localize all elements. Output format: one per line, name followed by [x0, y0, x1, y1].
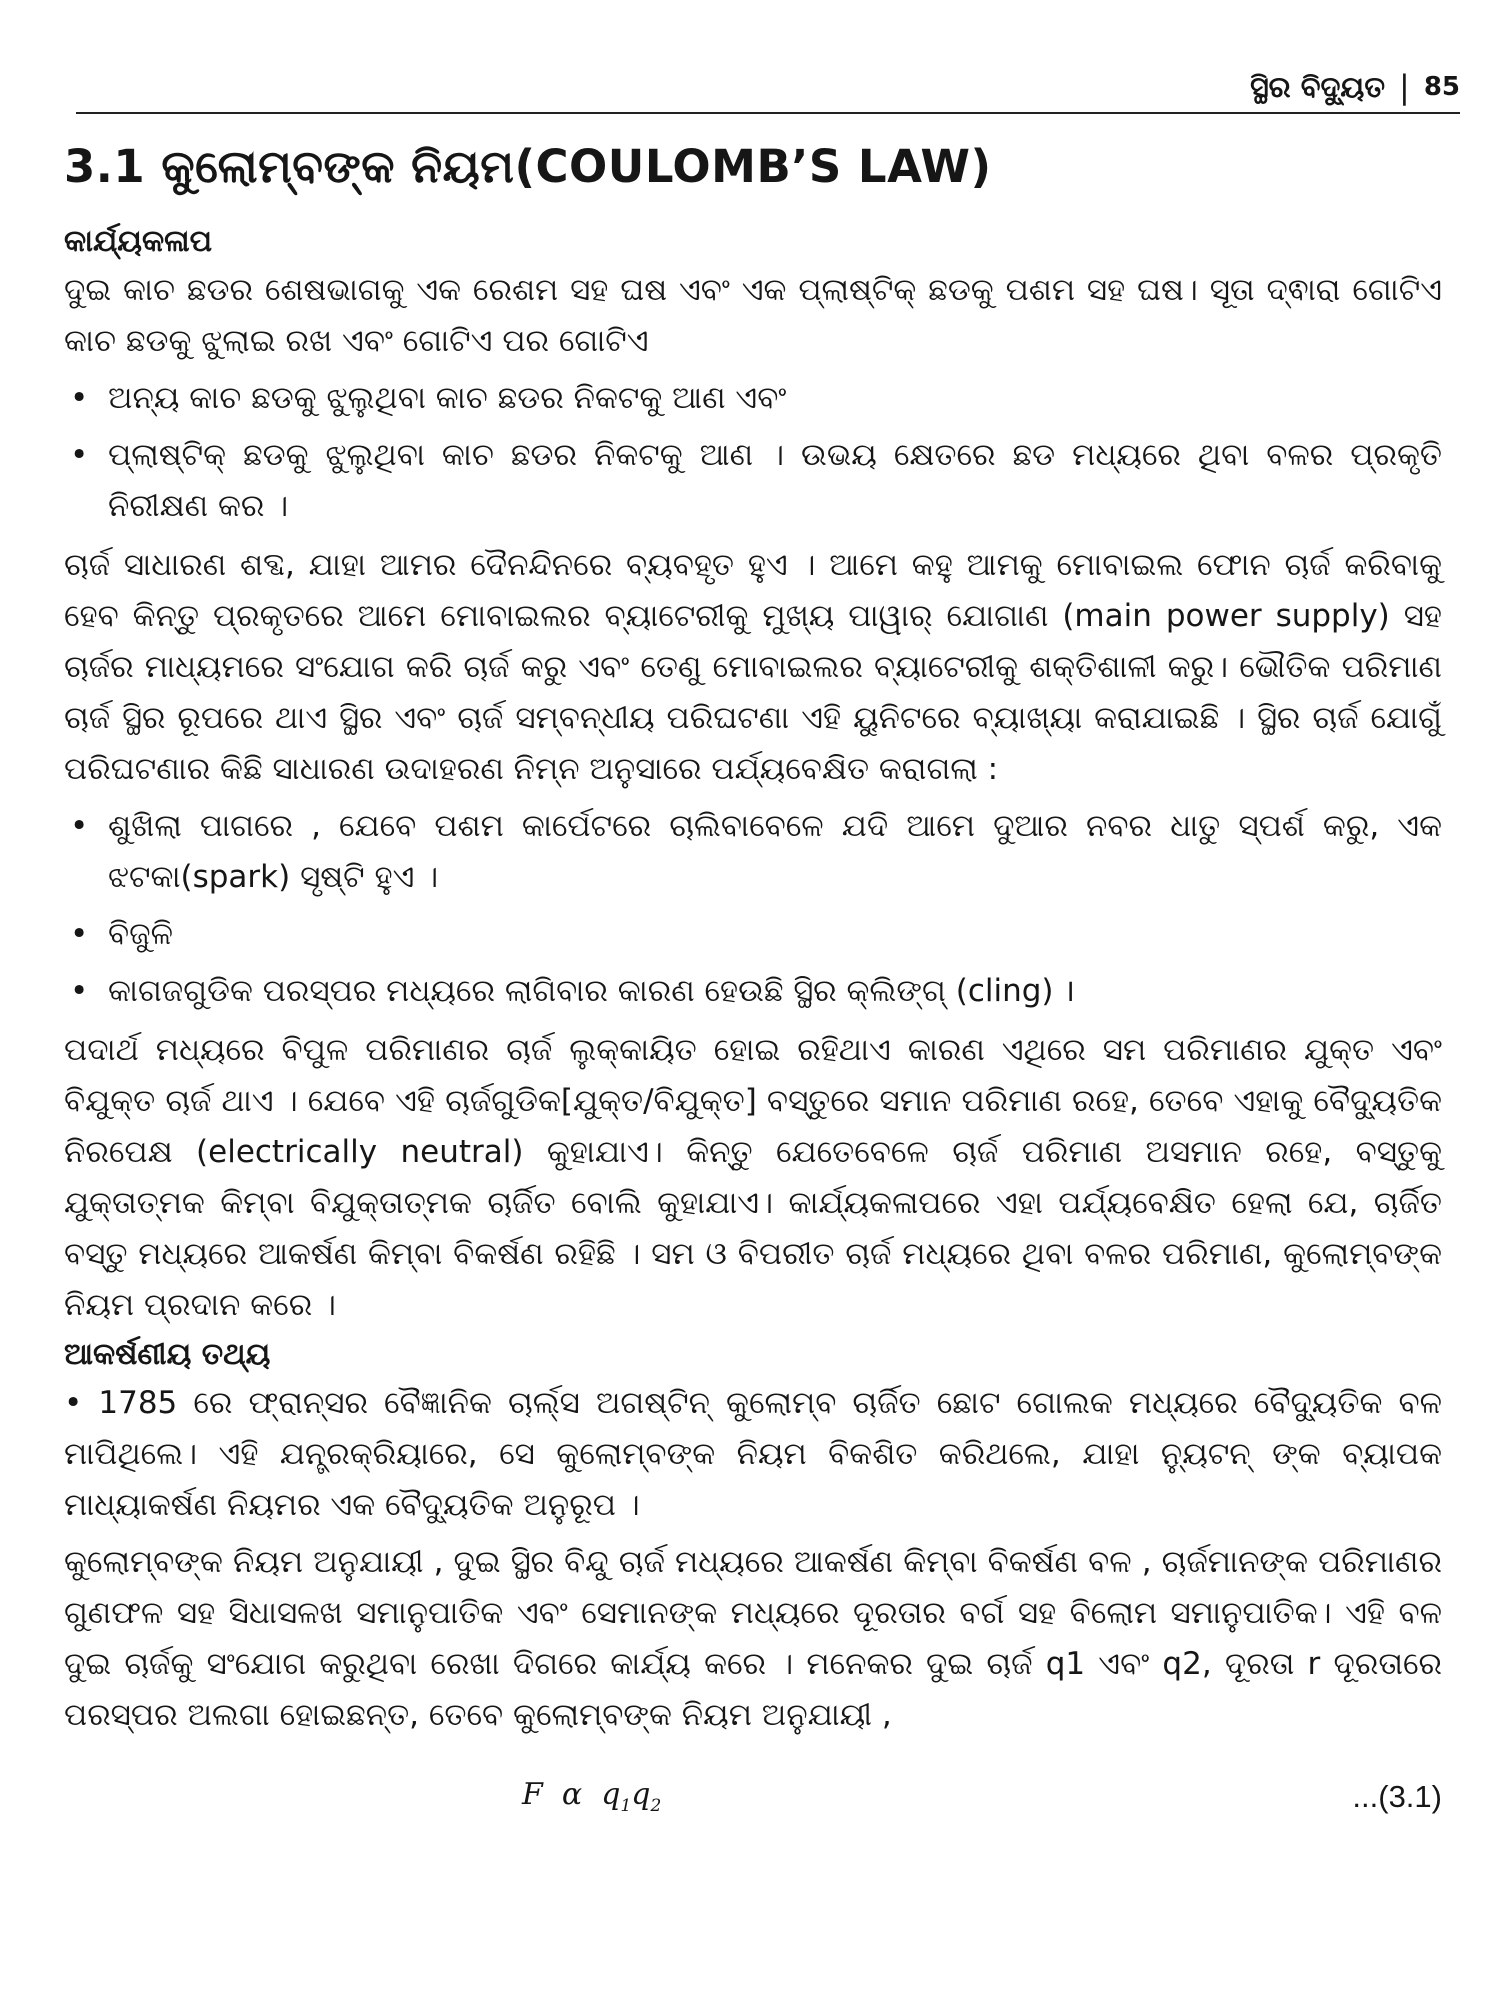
list-item: • କାଗଜଗୁଡିକ ପରସ୍ପର ମଧ୍ୟରେ ଲାଗିବାର କାରଣ ହେଉଛି ସ୍ଥିର କ୍ଲିଙ୍ଗ୍ (cling) ।	[64, 966, 1442, 1017]
charge-paragraph: ଚାର୍ଜ ସାଧାରଣ ଶବ୍ଦ, ଯାହା ଆମର ଦୈନନ୍ଦିନରେ ବ୍ୟବହୃତ ହୁଏ । ଆମେ କହୁ ଆମକୁ ମୋବାଇଲ ଫୋନ ଚାର୍ଜ କରିବାକୁ ହେବ କିନ୍ତୁ ପ୍ରକୃତରେ ଆମେ ମୋବାଇଲର ବ୍ୟାଟେରୀକୁ ମୁଖ୍ୟ ପାୱାର୍ ଯୋଗାଣ (main power supply) ସହ ଚାର୍ଜର ମାଧ୍ୟମରେ ସଂଯୋଗ କରି ଚାର୍ଜ କରୁ ଏବଂ ତେଣୁ ମୋବାଇଲର ବ୍ୟାଟେରୀକୁ ଶକ୍ତିଶାଳୀ କରୁ। ଭୌତିକ ପରିମାଣ ଚାର୍ଜ ସ୍ଥିର ରୂପରେ ଥାଏ ସ୍ଥିର ଏବଂ ଚାର୍ଜ ସମ୍ବନ୍ଧୀୟ ପରିଘଟଣା ଏହି ୟୁନିଟରେ ବ୍ୟାଖ୍ୟା କରାଯାଇଛି । ସ୍ଥିର ଚାର୍ଜ ଯୋଗୁଁ ପରିଘଟଣାର କିଛି ସାଧାରଣ ଉଦାହରଣ ନିମ୍ନ ଅନୁସାରେ ପର୍ଯ୍ୟବେକ୍ଷିତ କରାଗଲା :	[64, 547, 1442, 787]
section-title: 3.1 କୁଲୋମ୍ବଙ୍କ ନିୟମ(COULOMB’S LAW)	[64, 140, 992, 193]
chapter-title: ସ୍ଥିର ବିଦ୍ୟୁତ	[1250, 69, 1386, 104]
equation	[522, 1777, 661, 1816]
running-head	[1250, 68, 1460, 106]
list-item: • ଶୁଖିଲା ପାଗରେ , ଯେବେ ପଶମ କାର୍ପେଟରେ ଚାଲିବାବେଳେ ଯଦି ଆମେ ଦୁଆର ନବର ଧାତୁ ସ୍ପର୍ଶ କରୁ, ଏକ ଝଟକା(spark) ସୃଷ୍ଟି ହୁଏ ।	[64, 801, 1442, 903]
list-item: • ବିଜୁଳି	[64, 909, 1442, 960]
equation-lhs: F	[522, 1777, 543, 1812]
charge-q2-subscript: 2	[650, 1796, 662, 1816]
list-item: • ଅନ୍ୟ କାଚ ଛଡକୁ ଝୁଲୁଥିବା କାଚ ଛଡର ନିକଟକୁ ଆଣ ଏବଂ	[64, 373, 1442, 424]
activity-intro: ଦୁଇ କାଚ ଛଡର ଶେଷଭାଗକୁ ଏକ ରେଶମ ସହ ଘଷ ଏବଂ ଏକ ପ୍ଲାଷ୍ଟିକ୍ ଛଡକୁ ପଶମ ସହ ଘଷ। ସୂତା ଦ୍ଵାରା ଗୋଟିଏ କାଚ ଛଡକୁ ଝୁଲାଇ ରଖ ଏବଂ ଗୋଟିଏ ପର ଗୋଟିଏ	[64, 272, 1442, 359]
examples-list	[64, 801, 1442, 1017]
list-item: • ପ୍ଲାଷ୍ଟିକ୍ ଛଡକୁ ଝୁଲୁଥିବା କାଚ ଛଡର ନିକଟକୁ ଆଣ । ଉଭୟ କ୍ଷେତରେ ଛଡ ମଧ୍ୟରେ ଥିବା ବଳର ପ୍ରକୃତି ନିରୀକ୍ଷଣ କର ।	[64, 430, 1442, 532]
activity-heading: କାର୍ଯ୍ୟକଳାପ	[64, 224, 213, 259]
charge-q2: q	[631, 1777, 651, 1812]
law-paragraph: କୁଲୋମ୍ବଙ୍କ ନିୟମ ଅନୁଯାୟୀ , ଦୁଇ ସ୍ଥିର ବିନ୍ଦୁ ଚାର୍ଜ ମଧ୍ୟରେ ଆକର୍ଷଣ କିମ୍ବା ବିକର୍ଷଣ ବଳ , ଚାର୍ଜମାନଙ୍କ ପରିମାଣର ଗୁଣଫଳ ସହ ସିଧାସଳଖ ସମାନୁପାତିକ ଏବଂ ସେମାନଙ୍କ ମଧ୍ୟରେ ଦୂରତାର ବର୍ଗ ସହ ବିଲୋମ ସମାନୁପାତିକ। ଏହି ବଳ ଦୁଇ ଚାର୍ଜକୁ ସଂଯୋଗ କରୁଥିବା ରେଖା ଦିଗରେ କାର୍ଯ୍ୟ କରେ । ମନେକର ଦୁଇ ଚାର୍ଜ q1 ଏବଂ q2, ଦୂରତା r ଦୂରତାରେ ପରସ୍ପର ଅଲଗା ହୋଇଛନ୍ତ, ତେବେ କୁଲୋମ୍ବଙ୍କ ନିୟମ ଅନୁଯାୟୀ ,	[64, 1544, 1442, 1733]
fact-heading: ଆକର୍ଷଣୀୟ ତଥ୍ୟ	[64, 1337, 271, 1372]
equation-row	[64, 1771, 1442, 1841]
header-separator: |	[1399, 68, 1410, 106]
page-body	[64, 140, 1442, 1841]
proportional-symbol: α	[561, 1777, 583, 1812]
neutral-paragraph: ପଦାର୍ଥ ମଧ୍ୟରେ ବିପୁଳ ପରିମାଣର ଚାର୍ଜ ଲୁକ୍କାୟିତ ହୋଇ ରହିଥାଏ କାରଣ ଏଥିରେ ସମ ପରିମାଣର ଯୁକ୍ତ ଏବଂ ବିଯୁକ୍ତ ଚାର୍ଜ ଥାଏ । ଯେବେ ଏହି ଚାର୍ଜଗୁଡିକ[ଯୁକ୍ତ/ବିଯୁକ୍ତ] ବସ୍ତୁରେ ସମାନ ପରିମାଣ ରହେ, ତେବେ ଏହାକୁ ବୈଦ୍ୟୁତିକ ନିରପେକ୍ଷ (electrically neutral) କୁହାଯାଏ। କିନ୍ତୁ ଯେତେବେଳେ ଚାର୍ଜ ପରିମାଣ ଅସମାନ ରହେ, ବସ୍ତୁକୁ ଯୁକ୍ତାତ୍ମକ କିମ୍ବା ବିଯୁକ୍ତାତ୍ମକ ଚାର୍ଜିତ ବୋଲି କୁହାଯାଏ। କାର୍ଯ୍ୟକଳାପରେ ଏହା ପର୍ଯ୍ୟବେକ୍ଷିତ ହେଲା ଯେ, ଚାର୍ଜିତ ବସ୍ତୁ ମଧ୍ୟରେ ଆକର୍ଷଣ କିମ୍ବା ବିକର୍ଷଣ ରହିଛି । ସମ ଓ ବିପରୀତ ଚାର୍ଜ ମଧ୍ୟରେ ଥିବା ବଳର ପରିମାଣ, କୁଲୋମ୍ବଙ୍କ ନିୟମ ପ୍ରଦାନ କରେ ।	[64, 1032, 1442, 1323]
equation-number: ...(3.1)	[1352, 1779, 1442, 1814]
charge-q1-subscript: 1	[620, 1796, 632, 1816]
fact-text: • 1785 ରେ ଫ୍ରାନ୍ସର ବୈଜ୍ଞାନିକ ଚାର୍ଲ୍ସ ଅଗଷ୍ଟିନ୍ କୁଲୋମ୍ବ ଚାର୍ଜିତ ଛୋଟ ଗୋଲକ ମଧ୍ୟରେ ବୈଦ୍ୟୁତିକ ବଳ ମାପିଥିଲେ। ଏହି ଯନ୍ତ୍ରକ୍ରିୟାରେ, ସେ କୁଲୋମ୍ବଙ୍କ ନିୟମ ବିକଶିତ କରିଥଲେ, ଯାହା ନ୍ୟୁଟନ୍ ଙ୍କ ବ୍ୟାପକ ମାଧ୍ୟାକର୍ଷଣ ନିୟମର ଏକ ବୈଦ୍ୟୁତିକ ଅନୁରୂପ ।	[64, 1385, 1442, 1523]
charge-q1: q	[601, 1777, 621, 1812]
page-number: 85	[1423, 72, 1460, 102]
activity-list	[64, 373, 1442, 532]
page-header	[76, 60, 1460, 114]
